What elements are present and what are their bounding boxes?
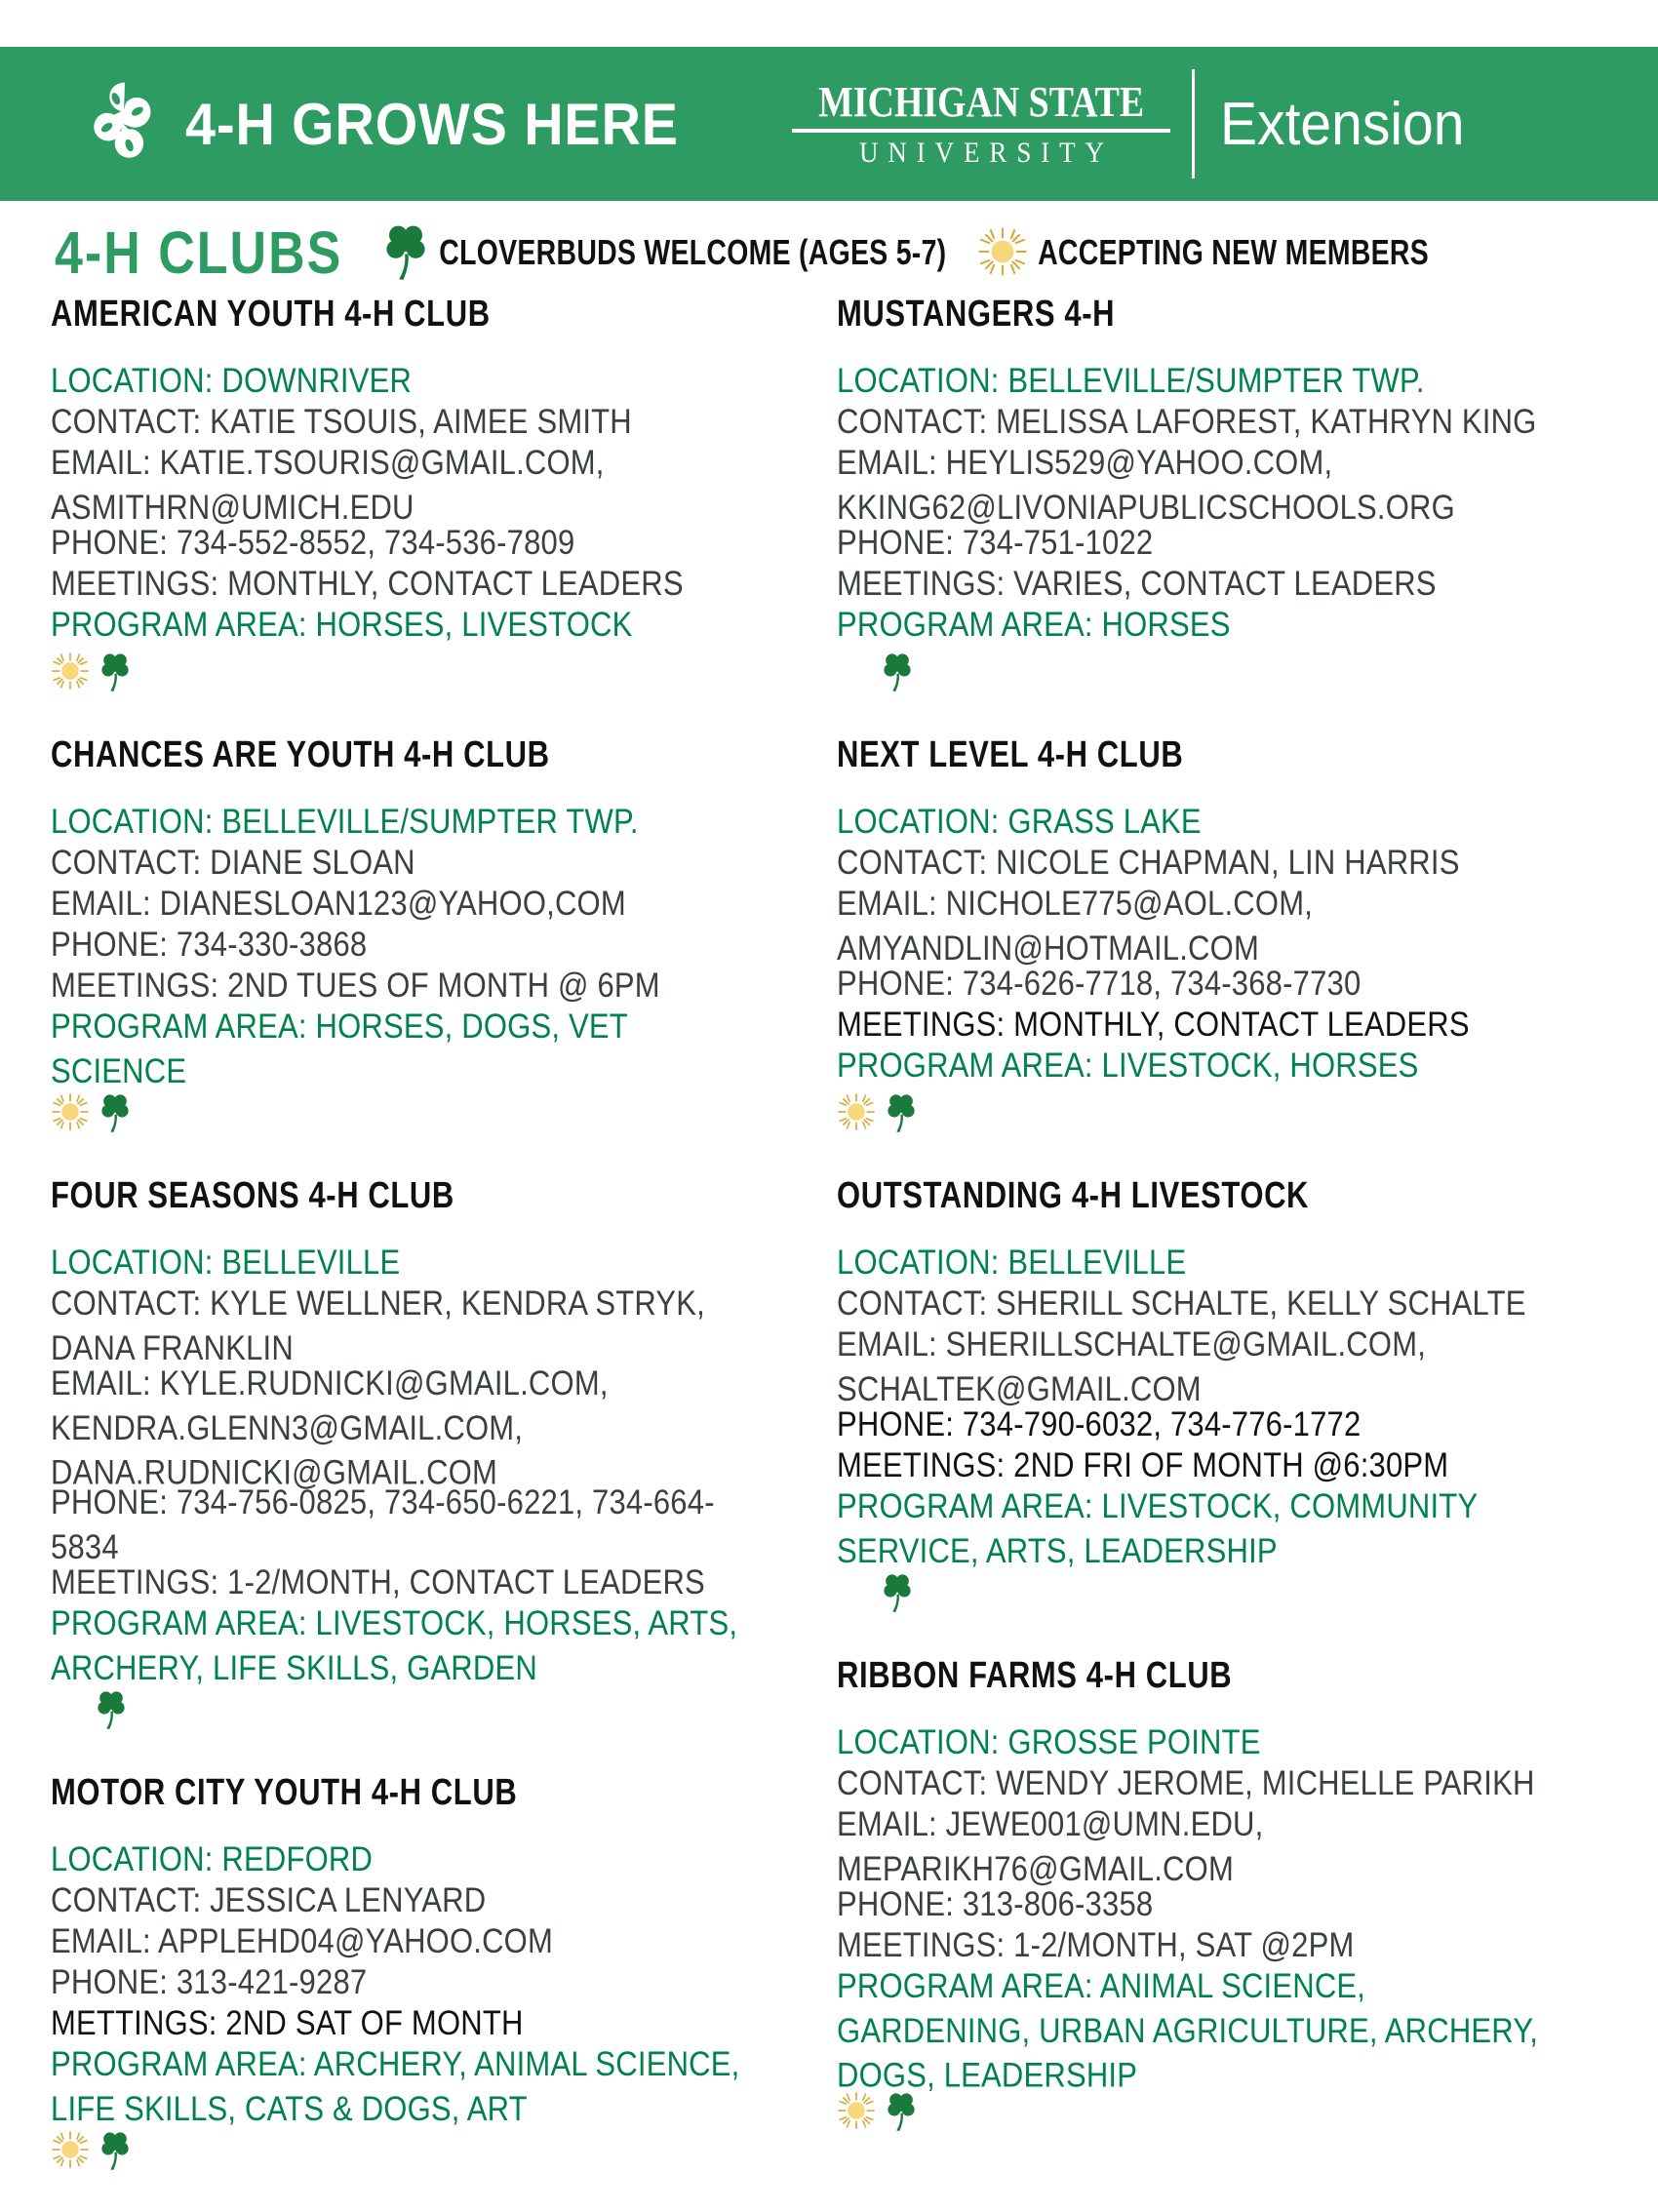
club-detail-location: LOCATION: BELLEVILLE/SUMPTER TWP. xyxy=(837,361,1425,401)
club-name: FOUR SEASONS 4-H CLUB xyxy=(51,1174,454,1216)
clover-icon xyxy=(99,2130,131,2176)
club-detail-contact: CONTACT: KYLE WELLNER, KENDRA STRYK, DANA FRANKLIN xyxy=(51,1284,705,1367)
club-detail-email: EMAIL: APPLEHD04@YAHOO.COM xyxy=(51,1921,554,1961)
club-detail-phone: PHONE: 734-790-6032, 734-776-1772 xyxy=(837,1404,1362,1444)
msu-name-top: MICHIGAN STATE xyxy=(818,77,1145,126)
club-detail-contact: CONTACT: DIANE SLOAN xyxy=(51,843,415,883)
legend xyxy=(383,222,1433,286)
msu-vertical-divider xyxy=(1192,69,1195,178)
clover-icon xyxy=(882,1572,913,1618)
msu-extension-banner xyxy=(0,47,1658,201)
clover-icon xyxy=(99,652,131,697)
club-detail-meetings: MEETINGS: 2ND TUES OF MONTH @ 6PM xyxy=(51,966,660,1006)
club-entry xyxy=(837,1654,1559,2144)
club-detail-meetings: MEETINGS: MONTHLY, CONTACT LEADERS xyxy=(837,1005,1470,1045)
msu-wordmark xyxy=(792,69,1486,178)
club-detail-contact: CONTACT: KATIE TSOUIS, AIMEE SMITH xyxy=(51,402,632,442)
club-badges xyxy=(837,1572,1559,1625)
club-details xyxy=(51,800,763,1090)
club-detail-program-area: PROGRAM AREA: ANIMAL SCIENCE, GARDENING, URBAN AGRICULTURE, ARCHERY, DOGS, LEADERSHIP xyxy=(837,1966,1539,2095)
club-entry xyxy=(51,1174,763,1742)
club-detail-email: EMAIL: SHERILLSCHALTE@GMAIL.COM, SCHALTEK@GMAIL.COM xyxy=(837,1324,1427,1408)
club-detail-contact: CONTACT: SHERILL SCHALTE, KELLY SCHALTE xyxy=(837,1284,1526,1323)
club-details xyxy=(837,1720,1559,2095)
clover-icon xyxy=(96,1689,127,1735)
club-badges xyxy=(51,1689,763,1742)
club-detail-program-area: PROGRAM AREA: LIVESTOCK, COMMUNITY SERVICE, ARTS, LEADERSHIP xyxy=(837,1486,1478,1570)
club-name: MOTOR CITY YOUTH 4-H CLUB xyxy=(51,1771,518,1813)
page-title: 4-H CLUBS xyxy=(55,219,343,288)
club-detail-email: EMAIL: DIANESLOAN123@YAHOO,COM xyxy=(51,884,626,924)
club-detail-email: EMAIL: JEWE001@UMN.EDU, MEPARIKH76@GMAIL.COM xyxy=(837,1804,1264,1888)
club-detail-program-area: PROGRAM AREA: HORSES, DOGS, VET SCIENCE xyxy=(51,1007,628,1090)
clover-icon xyxy=(886,1092,917,1138)
clover-icon xyxy=(99,1092,131,1138)
club-entry xyxy=(837,1174,1559,1625)
sun-icon xyxy=(51,652,90,695)
club-detail-phone: PHONE: 313-421-9287 xyxy=(51,1962,368,2002)
sun-icon xyxy=(977,226,1028,282)
banner-tagline: 4-H GROWS HERE xyxy=(185,91,679,157)
sun-icon xyxy=(51,1092,90,1136)
club-detail-location: LOCATION: REDFORD xyxy=(51,1839,374,1879)
club-detail-location: LOCATION: GRASS LAKE xyxy=(837,802,1202,842)
sun-icon xyxy=(837,1092,876,1136)
club-name: RIBBON FARMS 4-H CLUB xyxy=(837,1654,1233,1696)
legend-label-cloverbuds: CLOVERBUDS WELCOME (AGES 5-7) xyxy=(439,233,947,273)
club-detail-phone: PHONE: 734-626-7718, 734-368-7730 xyxy=(837,964,1362,1004)
club-badges xyxy=(51,652,763,704)
club-entry xyxy=(51,293,763,704)
club-name: CHANCES ARE YOUTH 4-H CLUB xyxy=(51,733,550,775)
clover-icon xyxy=(886,2091,917,2137)
club-detail-meetings: MEETINGS: MONTHLY, CONTACT LEADERS xyxy=(51,564,684,604)
club-badges xyxy=(837,1092,1559,1145)
club-detail-email: EMAIL: KYLE.RUDNICKI@GMAIL.COM, KENDRA.GLENN3@GMAIL.COM, DANA.RUDNICKI@GMAIL.COM xyxy=(51,1363,609,1492)
legend-label-new-members: ACCEPTING NEW MEMBERS xyxy=(1038,233,1430,273)
club-detail-location: LOCATION: BELLEVILLE/SUMPTER TWP. xyxy=(51,802,639,842)
club-detail-phone: PHONE: 734-330-3868 xyxy=(51,925,368,965)
club-detail-program-area: PROGRAM AREA: HORSES xyxy=(837,605,1231,645)
club-name: OUTSTANDING 4-H LIVESTOCK xyxy=(837,1174,1310,1216)
legend-item-cloverbuds xyxy=(383,222,952,286)
club-detail-location: LOCATION: DOWNRIVER xyxy=(51,361,413,401)
msu-rule xyxy=(792,129,1170,133)
club-detail-phone: PHONE: 734-751-1022 xyxy=(837,523,1154,563)
club-detail-contact: CONTACT: NICOLE CHAPMAN, LIN HARRIS xyxy=(837,843,1460,883)
clover-icon xyxy=(882,652,913,697)
club-details xyxy=(51,1837,763,2128)
club-detail-program-area: PROGRAM AREA: LIVESTOCK, HORSES, ARTS, ARCHERY, LIFE SKILLS, GARDEN xyxy=(51,1603,738,1687)
club-badges xyxy=(837,652,1559,704)
club-detail-program-area: PROGRAM AREA: HORSES, LIVESTOCK xyxy=(51,605,633,645)
club-detail-phone: PHONE: 734-756-0825, 734-650-6221, 734-664-5834 xyxy=(51,1482,715,1566)
club-badges xyxy=(837,2091,1559,2144)
club-detail-contact: CONTACT: MELISSA LAFOREST, KATHRYN KING xyxy=(837,402,1537,442)
club-detail-meetings: MEETINGS: VARIES, CONTACT LEADERS xyxy=(837,564,1437,604)
club-detail-contact: CONTACT: WENDY JEROME, MICHELLE PARIKH xyxy=(837,1763,1535,1803)
sun-icon xyxy=(51,2130,90,2174)
club-details xyxy=(51,359,763,645)
club-detail-location: LOCATION: BELLEVILLE xyxy=(51,1243,401,1283)
club-detail-meetings: MEETINGS: 2ND FRI OF MONTH @6:30PM xyxy=(837,1445,1449,1485)
4h-clover-logo-icon xyxy=(80,77,170,171)
club-detail-program-area: PROGRAM AREA: ARCHERY, ANIMAL SCIENCE, LIFE SKILLS, CATS & DOGS, ART xyxy=(51,2044,740,2128)
club-detail-contact: CONTACT: JESSICA LENYARD xyxy=(51,1880,487,1920)
club-detail-mettings: METTINGS: 2ND SAT OF MONTH xyxy=(51,2003,524,2043)
club-entry xyxy=(837,293,1559,704)
club-detail-email: EMAIL: NICHOLE775@AOL.COM, AMYANDLIN@HOTMAIL.COM xyxy=(837,884,1314,968)
legend-item-new-members xyxy=(977,226,1433,282)
msu-extension-label: Extension xyxy=(1220,90,1465,158)
clubs-column-right xyxy=(837,293,1559,2173)
club-detail-program-area: PROGRAM AREA: LIVESTOCK, HORSES xyxy=(837,1046,1419,1086)
club-details xyxy=(837,800,1559,1086)
title-legend-row xyxy=(0,217,1658,291)
banner-brand xyxy=(80,77,716,171)
club-name: AMERICAN YOUTH 4-H CLUB xyxy=(51,293,491,335)
msu-name-bottom: UNIVERSITY xyxy=(858,136,1114,169)
club-details xyxy=(51,1241,763,1687)
club-detail-phone: PHONE: 734-552-8552, 734-536-7809 xyxy=(51,523,575,563)
clubs-column-left xyxy=(51,293,763,2212)
msu-university-words xyxy=(792,77,1170,169)
club-entry xyxy=(51,1771,763,2183)
club-detail-meetings: MEETINGS: 1-2/MONTH, CONTACT LEADERS xyxy=(51,1562,705,1602)
clover-icon xyxy=(383,222,428,286)
club-detail-location: LOCATION: GROSSE POINTE xyxy=(837,1722,1261,1762)
club-detail-phone: PHONE: 313-806-3358 xyxy=(837,1884,1154,1924)
club-entry xyxy=(837,733,1559,1145)
club-detail-location: LOCATION: BELLEVILLE xyxy=(837,1243,1187,1283)
club-entry xyxy=(51,733,763,1145)
club-name: MUSTANGERS 4-H xyxy=(837,293,1116,335)
club-details xyxy=(837,359,1559,645)
club-badges xyxy=(51,1092,763,1145)
club-detail-meetings: MEETINGS: 1-2/MONTH, SAT @2PM xyxy=(837,1925,1355,1965)
club-detail-email: EMAIL: KATIE.TSOURIS@GMAIL.COM, ASMITHRN@UMICH.EDU xyxy=(51,443,605,527)
club-name: NEXT LEVEL 4-H CLUB xyxy=(837,733,1184,775)
club-detail-email: EMAIL: HEYLIS529@YAHOO.COM, KKING62@LIVONIAPUBLICSCHOOLS.ORG xyxy=(837,443,1455,527)
club-badges xyxy=(51,2130,763,2183)
club-details xyxy=(837,1241,1559,1570)
